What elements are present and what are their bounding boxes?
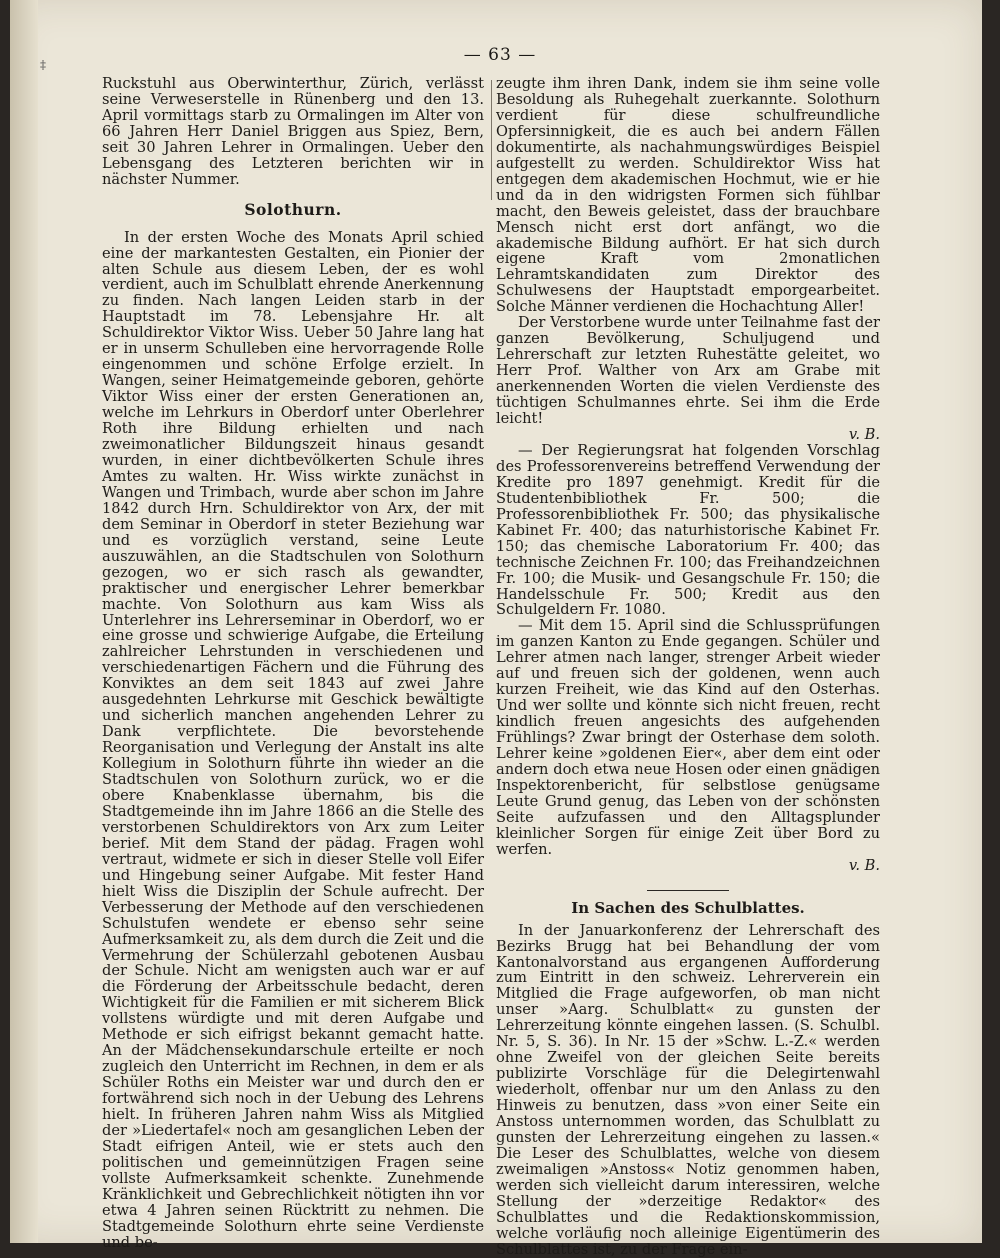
margin-mark: ‡ [40, 58, 46, 72]
right-paragraph-2 [496, 315, 880, 443]
section-heading-solothurn: Solothurn. [244, 199, 342, 219]
signature-2: v. B. [848, 856, 880, 874]
left-intro-paragraph: Ruckstuhl aus Oberwinterthur, Zürich, verlässt seine Verweserstelle in Rünenberg und den 13. April vormittags starb zu Ormalingen im Alter von 66 Jahren Herr Daniel Briggen aus Spiez, Bern, seit 30 Jahren Lehrer in Ormalingen. Ueber den Lebensgang des Letzteren berichten wir in nächster Nummer. [102, 75, 484, 188]
right-paragraph-4-text: — Mit dem 15. April sind die Schlussprüfungen im ganzen Kanton zu Ende gegangen. Schüler und Lehrer atmen nach langer, strenger Arbeit wieder auf und freuen sich der goldenen, wenn auch kurzen Freiheit, wie das Kind auf den Osterhas. Und wer sollte und könnte sich nicht freuen, recht kindlich freuen angesichts des aufgehenden Frühlings? Zwar bringt der Osterhase dem soloth. Lehrer keine »goldenen Eier«, aber dem eint oder andern doch etwa neue Hosen oder einen gnädigen Inspektorenbericht, für selbstlose genügsame Leute Grund genug, das Leben von der schönsten Seite aufzufassen und den Alltagsplunder kleinlicher Sorgen für einige Zeit über Bord zu werfen. [496, 617, 880, 858]
right-paragraph-3: — Der Regierungsrat hat folgenden Vorschlag des Professorenvereins betreffend Verwendung der Kredite pro 1897 genehmigt. Kredit für die Studentenbibliothek Fr. 500; die Professorenbibliothek Fr. 500; das physikalische Kabinet Fr. 400; das naturhistorische Kabinet Fr. 150; das chemische Laboratorium Fr. 400; das technische Zeichnen Fr. 100; das Freihandzeichnen Fr. 100; die Musik- und Gesangschule Fr. 150; die Handelsschule Fr. 500; Kredit aus den Schulgeldern Fr. 1080. [496, 441, 880, 619]
section-heading-schulblatt: In Sachen des Schulblattes. [571, 898, 805, 917]
right-paragraph-4 [496, 618, 880, 873]
column-divider [491, 80, 492, 200]
left-body-paragraph: In der ersten Woche des Monats April schied eine der markantesten Gestalten, ein Pionier der alten Schule aus diesem Leben, der es wohl verdient, auch im Schulblatt ehrende Anerkennung zu finden. Nach langen Leiden starb in der Hauptstadt im 78. Lebensjahre Hr. alt Schuldirektor Viktor Wiss. Ueber 50 Jahre lang hat er in unserm Schulleben eine hervorragende Rolle eingenommen und schöne Erfolge erzielt. In Wangen, seiner Heimatgemeinde geboren, gehörte Viktor Wiss einer der ersten Generationen an, welche im Lehrkurs in Oberdorf unter Oberlehrer Roth ihre Bildung erhielten und nach zweimonatlicher Bildungszeit hinaus gesandt wurden, in einer dichtbevölkerten Schule ihres Amtes zu walten. Hr. Wiss wirkte zunächst in Wangen und Trimbach, wurde aber schon im Jahre 1842 durch Hrn. Schuldirektor von Arx, der mit dem Seminar in Oberdorf in steter Beziehung war und es vorzüglich verstand, seine Leute auszuwählen, an die Stadtschulen von Solothurn gezogen, wo er sich rasch als gewandter, praktischer und energischer Lehrer bemerkbar machte. Von Solothurn aus kam Wiss als Unterlehrer ins Lehrerseminar in Oberdorf, wo er eine grosse und schwierige Aufgabe, die Erteilung zahlreicher Lehrstunden in verschiedenen und verschiedenartigen Fächern und die Führung des Konviktes an dem seit 1843 auf zwei Jahre ausgedehnten Lehrkurse mit Geschick bewältigte und sicherlich manchen angehenden Lehrer zu Dank verpflichtete. Die bevorstehende Reorganisation und Verlegung der Anstalt ins alte Kollegium in Solothurn führte ihn wieder an die Stadtschulen von Solothurn zurück, wo er die obere Knabenklasse übernahm, bis die Stadtgemeinde ihn im Jahre 1866 an die Stelle des verstorbenen Schuldirektors von Arx zum Leiter berief. Mit dem Stand der pädag. Fragen wohl vertraut, widmete er sich in dieser Stelle voll Eifer und Hingebung seiner Aufgabe. Mit fester Hand hielt Wiss die Disziplin der Schule aufrecht. Der Verbesserung der Methode auf den verschiedenen Schulstufen wendete er ebenso sehr seine Aufmerksamkeit zu, als dem durch die Zeit und die Vermehrung der Schülerzahl gebotenen Ausbau der Schule. Nicht am wenigsten auch war er auf die Förderung der Arbeitsschule bedacht, deren Wichtigkeit für die Familien er mit sicherem Blick vollstens würdigte und mit deren Aufgabe und Methode er sich eifrigst bekannt gemacht hatte. An der Mädchensekundarschule erteilte er noch zugleich den Unterricht im Rechnen, in dem er als Schüler Roths ein Meister war und durch den er fortwährend sich noch in der Uebung des Lehrens hielt. In früheren Jahren nahm Wiss als Mitglied der »Liedertafel« noch am gesanglichen Leben der Stadt eifrigen Anteil, wie er stets auch den politischen und gemeinnützigen Fragen seine vollste Aufmerksamkeit schenkte. Zunehmende Kränklichkeit und Gebrechlichkeit nötigten ihn vor etwa 4 Jahren seinen Rücktritt zu nehmen. Die Stadtgemeinde Solothurn ehrte seine Verdienste und be- [102, 228, 484, 1251]
left-column [102, 76, 484, 1251]
newspaper-page [10, 0, 982, 1258]
page-number: — 63 — [463, 45, 537, 65]
right-paragraph-1: zeugte ihm ihren Dank, indem sie ihm seine volle Besoldung als Ruhegehalt zuerkannte. Solothurn verdient für diese schulfreundliche Opfersinnigkeit, die es auch bei andern Fällen dokumentirte, als nachahmungswürdiges Beispiel aufgestellt zu werden. Schuldirektor Wiss hat entgegen dem akademischen Hochmut, wie er hie und da in den widrigsten Formen sich fühlbar macht, den Beweis geleistet, dass der brauchbare Mensch nicht erst dort anfängt, wo die akademische Bildung aufhört. Er hat sich durch eigene Kraft vom 2monatlichen Lehramtskandidaten zum Direktor des Schulwesens der Hauptstadt emporgearbeitet. Solche Männer verdienen die Hochachtung Aller! [496, 75, 880, 316]
right-paragraph-2-text: Der Verstorbene wurde unter Teilnahme fast der ganzen Bevölkerung, Schuljugend und Lehrerschaft zur letzten Ruhestätte geleitet, wo Herr Prof. Walther von Arx am Grabe mit anerkennenden Worten die vielen Verdienste des tüchtigen Schulmannes ehrte. Sei ihm die Erde leicht! [496, 314, 880, 428]
signature-1: v. B. [848, 425, 880, 443]
right-paragraph-5: In der Januarkonferenz der Lehrerschaft des Bezirks Brugg hat bei Behandlung der vom Kantonalvorstand aus ergangenen Aufforderung zum Eintritt in den schweiz. Lehrerverein ein Mitglied die Frage aufgeworfen, ob man nicht unser »Aarg. Schulblatt« zu gunsten der Lehrerzeitung könnte eingehen lassen. (S. Schulbl. Nr. 5, S. 36). In Nr. 15 der »Schw. L.-Z.« werden ohne Zweifel von der gleichen Seite bereits publizirte Vorschläge für die Delegirtenwahl wiederholt, offenbar nur um den Anlass zu den Hinweis zu benutzen, dass »von einer Seite ein Anstoss unternommen worden, das Schulblatt zu gunsten der Lehrerzeitung eingehen zu lassen.« Die Leser des Schulblattes, welche von diesem zweimaligen »Anstoss« Notiz genommen haben, werden sich vielleicht darum interessiren, welche Stellung der »derzeitige Redaktor« des Schulblattes und die Redaktionskommission, welche vorläufig noch alleinige Eigentümerin des Schulblattes ist, zu der Frage ein- [496, 921, 880, 1258]
right-column [496, 76, 880, 1258]
page-binding-edge [10, 0, 38, 1243]
section-rule [647, 890, 729, 891]
